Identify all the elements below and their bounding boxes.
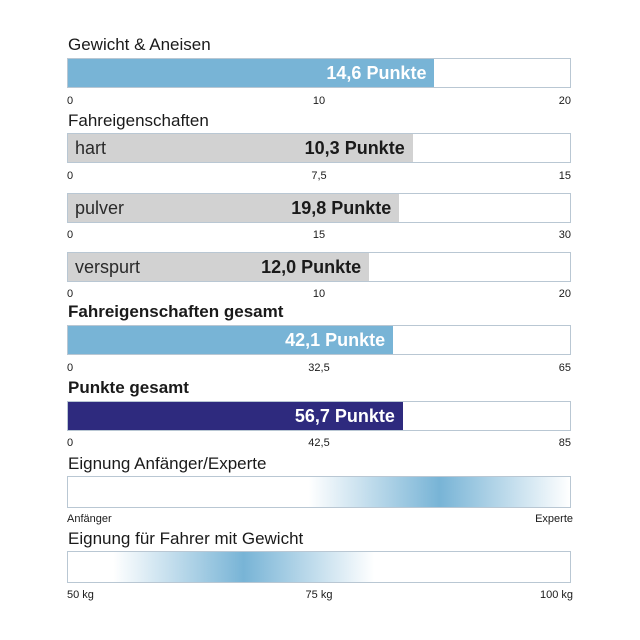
tick-pg-mid: 42,5 [308, 437, 330, 449]
tick-fg-mid: 32,5 [308, 362, 330, 374]
tick-pulver-max: 30 [558, 229, 571, 241]
tick-pg-max: 85 [558, 437, 571, 449]
tick-level-max: Experte [535, 513, 573, 525]
gradient-scale-weight [67, 551, 571, 583]
bar-label-pulver: 19,8 Punkte [291, 198, 392, 218]
chart-title-fahreigenschaften-gesamt: Fahreigenschaften gesamt [68, 302, 284, 321]
chart-title-punkte-gesamt: Punkte gesamt [68, 378, 189, 397]
tick-verspurt-min: 0 [67, 288, 74, 300]
bar-track-gewicht [67, 58, 571, 88]
bar-category-hart: hart [75, 138, 107, 158]
bar-track-verspurt [67, 252, 571, 282]
chart-title-eignung-gewicht: Eignung für Fahrer mit Gewicht [68, 529, 304, 548]
tick-hart-mid: 7,5 [311, 170, 327, 182]
tick-pulver-mid: 15 [312, 229, 326, 241]
chart-title-fahreigenschaften: Fahreigenschaften [68, 111, 209, 130]
gradient-scale-level [67, 476, 571, 508]
chart-title-gewicht: Gewicht & Aneisen [68, 35, 211, 54]
tick-level-min: Anfänger [67, 513, 112, 525]
bar-label-punkte-gesamt: 56,7 Punkte [294, 406, 395, 426]
tick-pg-min: 0 [67, 437, 74, 449]
bar-track-fahreigenschaften-gesamt [67, 325, 571, 355]
tick-gewicht-mid: 10 [312, 95, 326, 107]
tick-fg-min: 0 [67, 362, 74, 374]
tick-weight-mid: 75 kg [305, 589, 333, 601]
tick-weight-min: 50 kg [67, 589, 94, 601]
bar-label-gewicht: 14,6 Punkte [326, 63, 427, 83]
bar-label-verspurt: 12,0 Punkte [261, 257, 362, 277]
tick-verspurt-mid: 10 [312, 288, 326, 300]
bar-category-verspurt: verspurt [75, 257, 141, 277]
chart-title-eignung-level: Eignung Anfänger/Experte [68, 454, 267, 473]
tick-fg-max: 65 [558, 362, 571, 374]
bar-track-punkte-gesamt [67, 401, 571, 431]
bar-label-fahreigenschaften-gesamt: 42,1 Punkte [285, 330, 386, 350]
tick-pulver-min: 0 [67, 229, 74, 241]
tick-hart-max: 15 [558, 170, 571, 182]
tick-gewicht-max: 20 [558, 95, 571, 107]
bar-track-hart [67, 133, 571, 163]
bar-track-pulver [67, 193, 571, 223]
tick-gewicht-min: 0 [67, 95, 74, 107]
tick-weight-max: 100 kg [539, 589, 573, 601]
tick-verspurt-max: 20 [558, 288, 571, 300]
bar-label-hart: 10,3 Punkte [304, 138, 405, 158]
bar-category-pulver: pulver [75, 198, 125, 218]
tick-hart-min: 0 [67, 170, 74, 182]
